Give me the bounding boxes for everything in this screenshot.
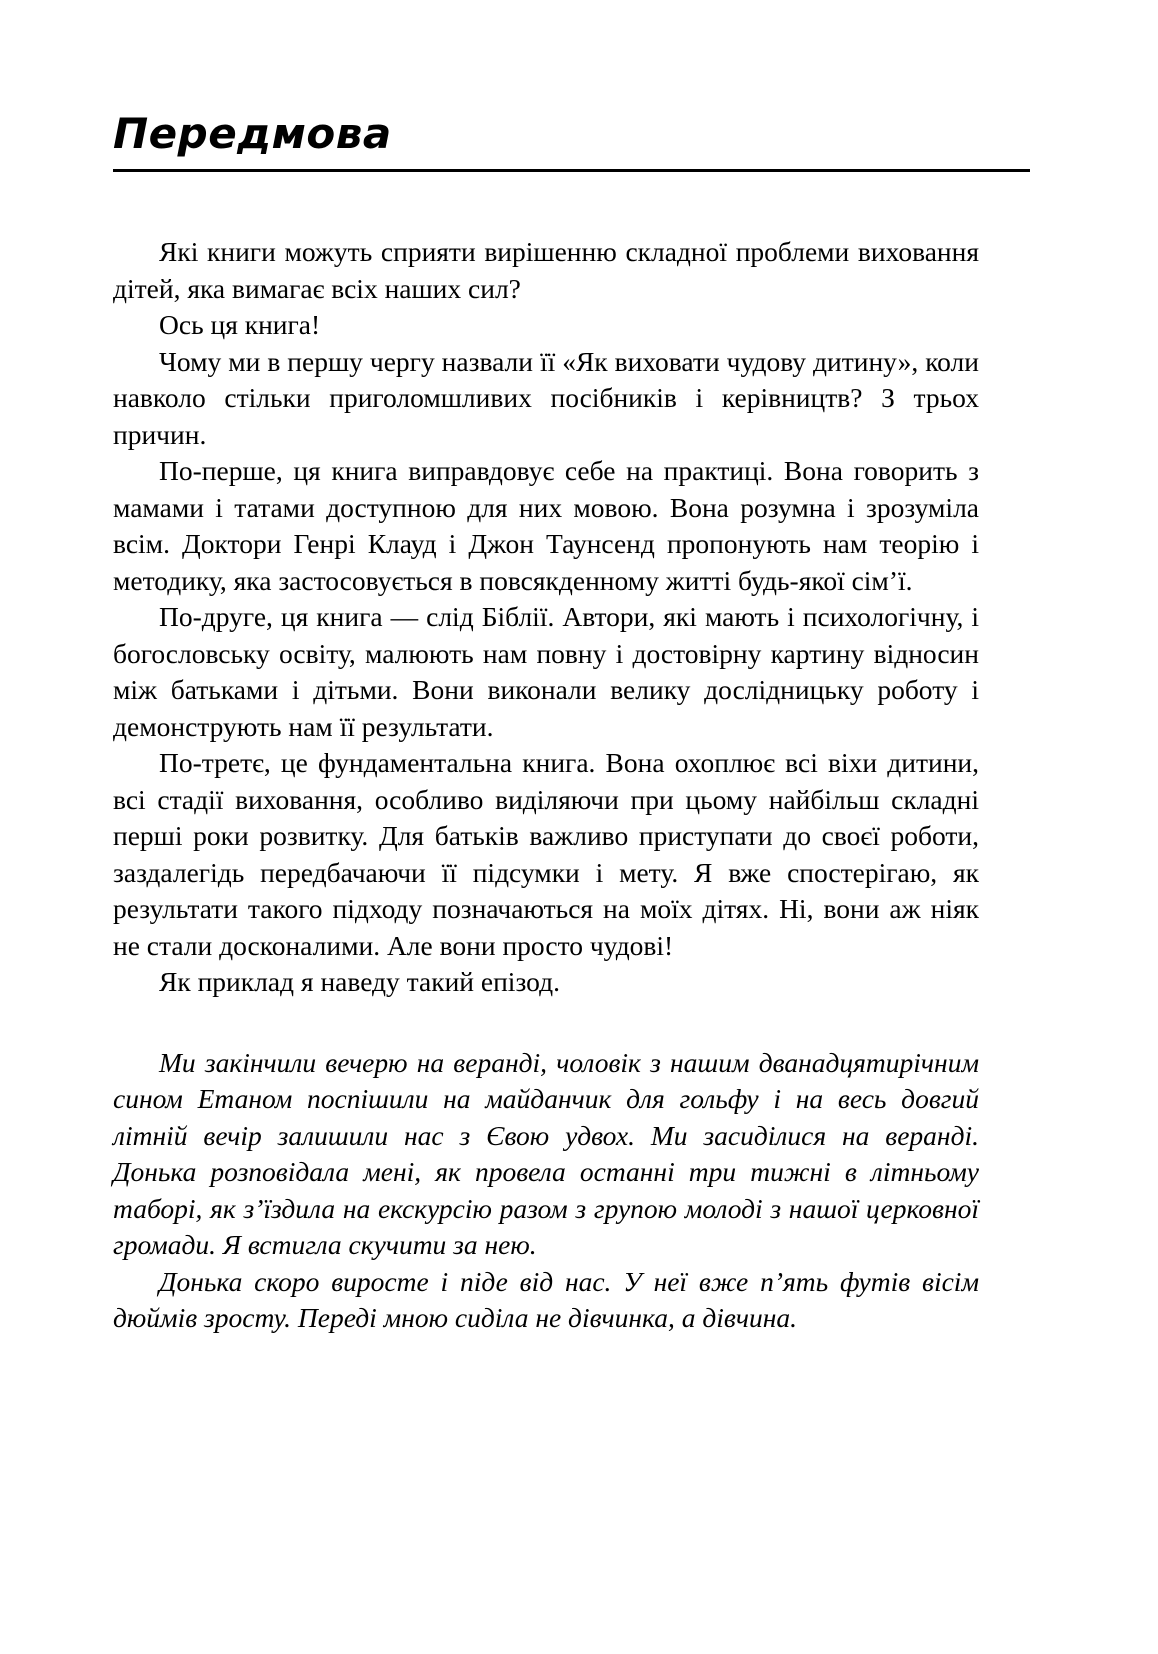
paragraph: По-третє, це фундаментальна книга. Вона охоплює всі віхи дитини, всі стадії виховання, особливо виділяючи при цьому найбільш складні перші роки розвитку. Для батьків важливо приступати до своєї роботи, заздалегідь передбачаючи її підсумки і мету. Я вже спостерігаю, як результати такого підходу позначаються на моїх дітях. Ні, вони аж ніяк не стали досконалими. Але вони просто чудові! [113,747,979,961]
paragraph: По-перше, ця книга виправдовує себе на практиці. Вона говорить з мамами і татами доступною для них мовою. Вона розумна і зрозуміла всім. Доктори Генрі Клауд і Джон Таунсенд пропонують нам теорію і методику, яка застосовується в повсякденному житті будь-якої сім’ї. [113,455,979,596]
anecdote-paragraph: Ми закінчили вечерю на веранді, чоловік з нашим дванадцятирічним сином Етаном поспішили на майданчик для гольфу і на весь довгий літній вечір залишили нас з Євою удвох. Ми засиділися на веранді. Донька розповідала мені, як провела останні три тижні в літньому таборі, як з’їздила на екскурсію разом з групою молоді з нашої церковної громади. Я встигла скучити за нею. [113,1046,979,1261]
paragraph: Чому ми в першу чергу назвали її «Як виховати чудову дитину», коли навколо стільки приголомшливих посібників і керівництв? З трьох причин. [113,345,979,450]
paragraph: По-друге, ця книга — слід Біблії. Автори, які мають і психологічну, і богословську освіту, малюють нам повну і достовірну картину відносин між батьками і дітьми. Вони виконали велику дослідницьку роботу і демонструють нам її результати. [113,601,979,742]
body-text-block [113,234,979,1001]
paragraph: Як приклад я наведу такий епізод. [159,966,560,998]
paragraph: Ось ця книга! [159,309,321,341]
title-divider [113,169,1030,172]
anecdote-text-block [113,1045,979,1337]
paragraph: Які книги можуть сприяти вирішенню складної проблеми виховання дітей, яка вимагає всіх наших сил? [113,236,979,304]
page-title: Передмова [113,109,392,158]
page-content [113,0,979,1337]
anecdote-paragraph: Донька скоро виросте і піде від нас. У неї вже п’ять футів вісім дюймів зросту. Переді мною сиділа не дівчинка, а дівчина. [113,1265,979,1334]
